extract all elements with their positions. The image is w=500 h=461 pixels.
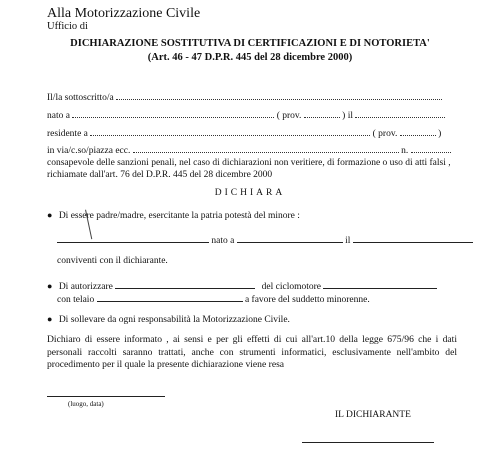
authorize-label: Di autorizzare xyxy=(58,282,113,292)
minor-favor-label: a favore del suddetto minorenne. xyxy=(244,295,370,305)
birthplace-field[interactable] xyxy=(72,108,274,118)
bullet-icon: ● xyxy=(47,314,53,324)
residence-row xyxy=(47,126,441,139)
born-label: nato a xyxy=(47,111,70,121)
birth-row xyxy=(47,108,445,121)
residence-prov-field[interactable] xyxy=(400,126,436,136)
minor-birthplace-field[interactable] xyxy=(237,233,343,243)
awareness-line-1: consapevole delle sanzioni penali, nel caso di dichiarazioni non veritiere, di formazione o uso di atti falsi , xyxy=(47,158,451,168)
prov-label: ( prov. xyxy=(276,111,302,121)
section3-row xyxy=(47,314,290,325)
number-label: n. xyxy=(401,146,409,156)
minor-name-field[interactable] xyxy=(57,233,209,243)
birth-date-field[interactable] xyxy=(355,108,445,118)
address-field[interactable] xyxy=(133,143,399,153)
cohabiting-text: conviventi con il dichiarante. xyxy=(57,256,168,266)
il-label: il xyxy=(347,111,353,121)
frame-row xyxy=(57,292,370,305)
document-subtitle: (Art. 46 - 47 D.P.R. 445 del 28 dicembre 2000) xyxy=(147,52,353,63)
name-label: Il/la sottoscritto/a xyxy=(47,93,114,103)
signature-line[interactable] xyxy=(302,442,434,443)
name-row xyxy=(47,90,442,103)
birth-prov-field[interactable] xyxy=(304,108,340,118)
declares-heading: DICHIARA xyxy=(214,188,286,198)
minor-row xyxy=(57,233,473,246)
place-date-label: (luogo, data) xyxy=(68,400,104,408)
minor-born-label: nato a xyxy=(211,236,235,246)
privacy-paragraph: Dichiaro di essere informato , ai sensi e per gli effetti di cui all'art.10 della legge 675/96 che i dati personali raccolti saranno trattati, anche con strumenti informatici, esclusivamente nell'ambito del procedimento per il quale la presente dichiarazione viene resa xyxy=(47,334,457,370)
minor-il-label: il xyxy=(345,236,351,246)
minor-birth-date-field[interactable] xyxy=(353,233,473,243)
section1-text: Di essere padre/madre, esercitante la patria potestà del minore : xyxy=(58,211,300,221)
prov-close: ) xyxy=(342,111,346,121)
house-number-field[interactable] xyxy=(411,143,451,153)
resident-label: residente a xyxy=(47,129,88,139)
frame-field[interactable] xyxy=(97,292,243,302)
awareness-line-2: richiamate dall'art. 76 del D.P.R. 445 del 28 dicembre 2000 xyxy=(47,170,273,180)
vehicle-label: del ciclomotore xyxy=(261,282,321,292)
frame-label: con telaio xyxy=(57,295,95,305)
residence-field[interactable] xyxy=(90,126,370,136)
vehicle-field[interactable] xyxy=(323,279,437,289)
bullet-icon: ● xyxy=(47,281,53,291)
prov-label-2: ( prov. xyxy=(372,129,398,139)
document-title: DICHIARAZIONE SOSTITUTIVA DI CERTIFICAZIONI E DI NOTORIETA' xyxy=(70,38,430,49)
address-row xyxy=(47,143,451,156)
office-label: Ufficio di xyxy=(47,21,88,32)
section3-text: Di sollevare da ogni responsabilità la Motorizzazione Civile. xyxy=(58,315,290,325)
authorize-field[interactable] xyxy=(115,279,255,289)
place-date-line[interactable] xyxy=(47,396,165,397)
name-field[interactable] xyxy=(116,90,442,100)
bullet-icon: ● xyxy=(47,210,53,220)
authorize-row xyxy=(47,279,437,292)
prov-close-2: ) xyxy=(438,129,442,139)
declarant-label: IL DICHIARANTE xyxy=(335,410,411,420)
recipient-heading: Alla Motorizzazione Civile xyxy=(47,6,201,21)
address-label: in via/c.so/piazza ecc. xyxy=(47,146,131,156)
